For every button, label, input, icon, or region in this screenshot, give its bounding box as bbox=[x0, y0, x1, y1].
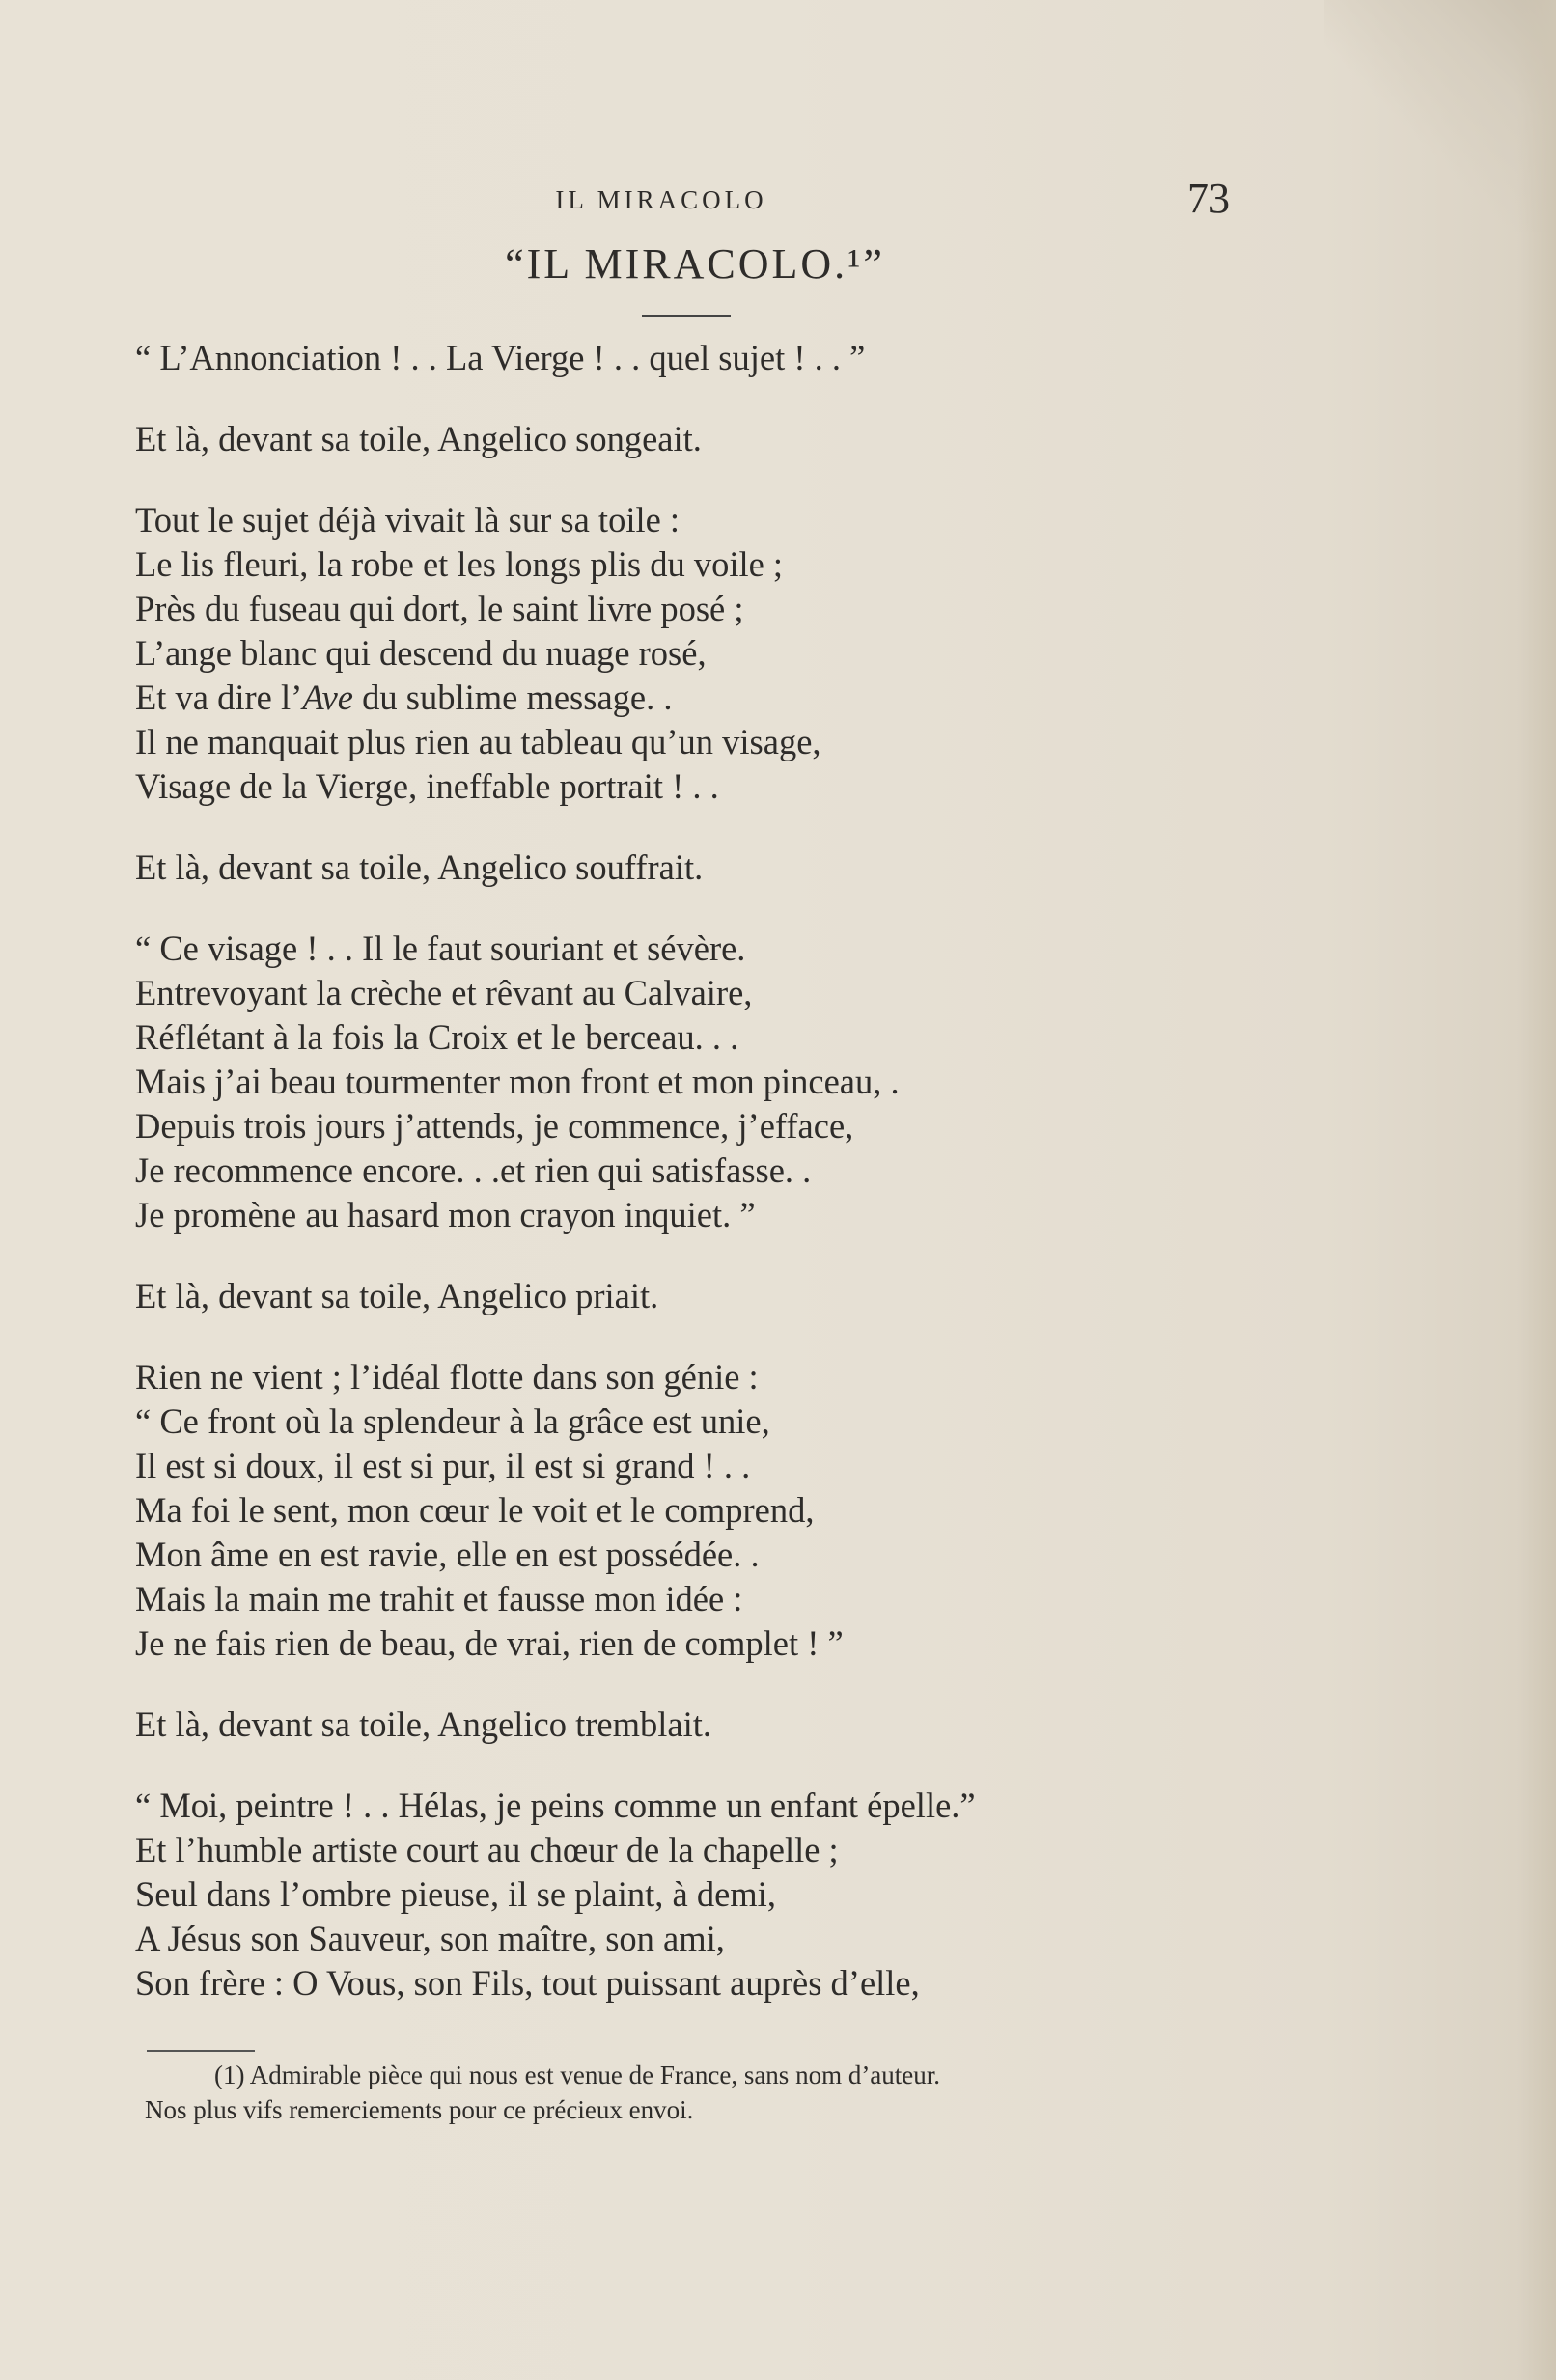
poem-line: Et l’humble artiste court au chœur de la chapelle ; bbox=[135, 1830, 839, 1869]
poem-line: Entrevoyant la crèche et rêvant au Calvaire, bbox=[135, 973, 753, 1012]
poem-line: “ L’Annonciation ! . . La Vierge ! . . quel sujet ! . . ” bbox=[135, 338, 866, 377]
page-edge-shadow bbox=[1517, 0, 1556, 2380]
footnote-line: (1) Admirable pièce qui nous est venue de France, sans nom d’auteur. bbox=[214, 2061, 941, 2089]
poem-line: Seul dans l’ombre pieuse, il se plaint, à demi, bbox=[135, 1874, 776, 1914]
poem-line: “ Ce visage ! . . Il le faut souriant et sévère. bbox=[135, 928, 746, 968]
poem-line: Je recommence encore. . .et rien qui satisfasse. . bbox=[135, 1150, 812, 1190]
poem-line: A Jésus son Sauveur, son maître, son ami, bbox=[135, 1919, 725, 1958]
line-text: du sublime message. . bbox=[353, 678, 673, 717]
line-text: Et va dire l’ bbox=[135, 678, 303, 717]
stanza-gap bbox=[135, 461, 1293, 498]
poem-line: Le lis fleuri, la robe et les longs plis du voile ; bbox=[135, 544, 784, 584]
footnote-line: Nos plus vifs remerciements pour ce précieux envoi. bbox=[145, 2095, 694, 2124]
poem-line: Tout le sujet déjà vivait là sur sa toile : bbox=[135, 500, 681, 540]
poem-line bbox=[135, 676, 1293, 720]
poem-line: Depuis trois jours j’attends, je commence, j’efface, bbox=[135, 1106, 854, 1146]
poem-line: Réflétant à la fois la Croix et le berceau. . . bbox=[135, 1017, 739, 1057]
poem-line: Ma foi le sent, mon cœur le voit et le comprend, bbox=[135, 1490, 815, 1530]
poem-line: Près du fuseau qui dort, le saint livre posé ; bbox=[135, 589, 744, 628]
poem-line: Et là, devant sa toile, Angelico songeait. bbox=[135, 419, 702, 458]
poem-line: Mais j’ai beau tourmenter mon front et mon pinceau, . bbox=[135, 1062, 900, 1101]
footnote-rule bbox=[147, 2050, 255, 2052]
poem-body bbox=[135, 336, 1293, 2006]
stanza-gap bbox=[135, 890, 1293, 927]
stanza-gap bbox=[135, 1666, 1293, 1702]
title-rule bbox=[642, 315, 731, 317]
poem-line: Mais la main me trahit et fausse mon idée : bbox=[135, 1579, 743, 1619]
stanza-gap bbox=[135, 809, 1293, 845]
poem-line: Je ne fais rien de beau, de vrai, rien de complet ! ” bbox=[135, 1623, 844, 1663]
page-number: 73 bbox=[1187, 175, 1230, 222]
stanza-gap bbox=[135, 1747, 1293, 1784]
poem-title: “IL MIRACOLO.¹” bbox=[505, 240, 885, 288]
poem-line: Mon âme en est ravie, elle en est possédée. . bbox=[135, 1535, 760, 1574]
poem-line: Je promène au hasard mon crayon inquiet. ” bbox=[135, 1195, 756, 1234]
poem-line: “ Ce front où la splendeur à la grâce est unie, bbox=[135, 1401, 770, 1441]
poem-line: Il ne manquait plus rien au tableau qu’un visage, bbox=[135, 722, 821, 761]
poem-line: “ Moi, peintre ! . . Hélas, je peins comme un enfant épelle.” bbox=[135, 1785, 976, 1825]
footnote bbox=[145, 2058, 1303, 2127]
stanza-gap bbox=[135, 1237, 1293, 1274]
italic-word: Ave bbox=[302, 678, 353, 717]
poem-line: Et là, devant sa toile, Angelico souffrait. bbox=[135, 847, 704, 887]
poem-line: Rien ne vient ; l’idéal flotte dans son génie : bbox=[135, 1357, 759, 1397]
running-head: IL MIRACOLO bbox=[555, 185, 767, 214]
poem-line: Son frère : O Vous, son Fils, tout puissant auprès d’elle, bbox=[135, 1963, 920, 2003]
poem-line: Visage de la Vierge, ineffable portrait ! . . bbox=[135, 766, 719, 806]
stanza-gap bbox=[135, 1318, 1293, 1355]
poem-line: Et là, devant sa toile, Angelico priait. bbox=[135, 1276, 659, 1315]
poem-line: Il est si doux, il est si pur, il est si grand ! . . bbox=[135, 1446, 751, 1485]
poem-line: Et là, devant sa toile, Angelico tremblait. bbox=[135, 1704, 712, 1744]
poem-line: L’ange blanc qui descend du nuage rosé, bbox=[135, 633, 707, 673]
stanza-gap bbox=[135, 380, 1293, 417]
